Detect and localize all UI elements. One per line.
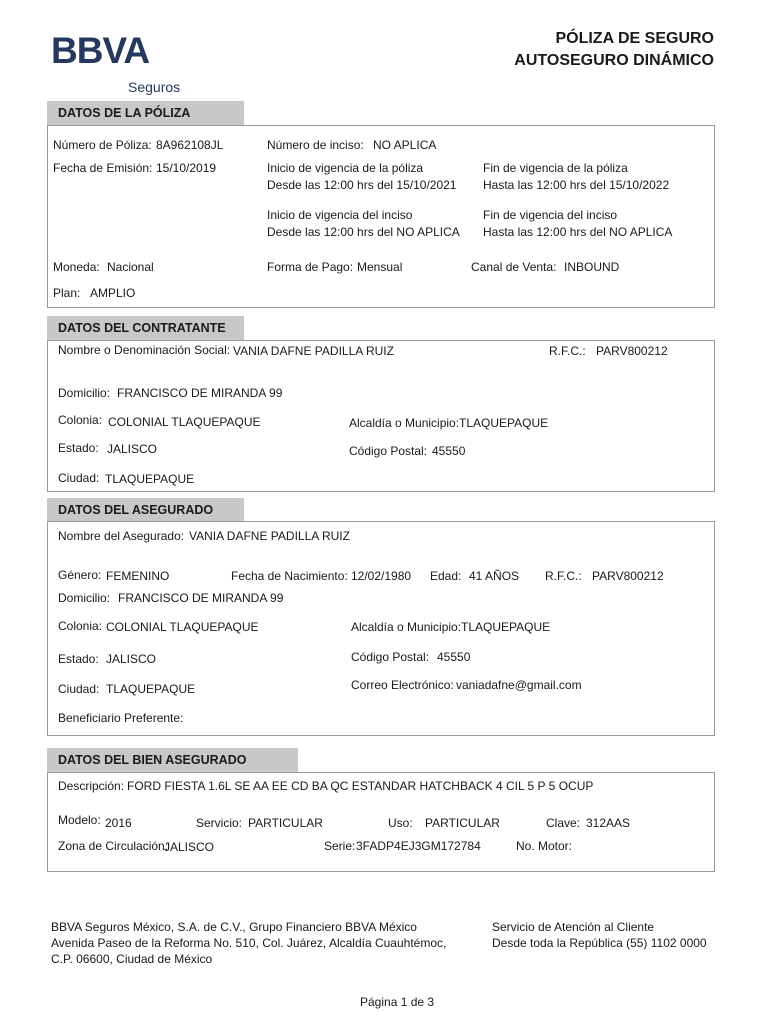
contratante-cp-label: Código Postal: (349, 444, 428, 458)
numero-inciso-label: Número de inciso: (267, 138, 364, 152)
contratante-domicilio-value: FRANCISCO DE MIRANDA 99 (117, 386, 283, 400)
bien-zona-value: JALISCO (164, 840, 215, 854)
asegurado-alcaldia-label: Alcaldía o Municipio: (351, 620, 462, 634)
bien-modelo-value: 2016 (105, 816, 132, 830)
contratante-estado-label: Estado: (58, 441, 99, 455)
plan-label: Plan: (53, 286, 81, 300)
bien-serie-value: 3FADP4EJ3GM172784 (356, 839, 481, 853)
numero-poliza-value: 8A962108JL (156, 138, 224, 152)
contratante-cp-value: 45550 (432, 444, 466, 458)
asegurado-nombre-label: Nombre del Asegurado: (58, 529, 185, 543)
bien-descripcion-value: FORD FIESTA 1.6L SE AA EE CD BA QC ESTANDAR HATCHBACK 4 CIL 5 P 5 OCUP (127, 779, 594, 793)
inicio-inciso-value: Desde las 12:00 hrs del NO APLICA (267, 225, 460, 239)
inicio-poliza-label: Inicio de vigencia de la póliza (267, 161, 424, 175)
fin-inciso-label: Fin de vigencia del inciso (483, 208, 618, 222)
asegurado-alcaldia-value: TLAQUEPAQUE (461, 620, 551, 634)
fin-poliza-value: Hasta las 12:00 hrs del 15/10/2022 (483, 178, 670, 192)
forma-pago-value: Mensual (357, 260, 403, 274)
asegurado-nacimiento-label: Fecha de Nacimiento: (231, 569, 348, 583)
inicio-poliza-value: Desde las 12:00 hrs del 15/10/2021 (267, 178, 457, 192)
asegurado-genero-value: FEMENINO (106, 569, 170, 583)
contratante-ciudad-label: Ciudad: (58, 471, 100, 485)
canal-venta-label: Canal de Venta: (471, 260, 557, 274)
contratante-ciudad-value: TLAQUEPAQUE (105, 472, 195, 486)
asegurado-cp-value: 45550 (437, 650, 471, 664)
document-title: PÓLIZA DE SEGURO (555, 30, 714, 47)
bien-zona-label: Zona de Circulación: (58, 839, 169, 853)
contratante-domicilio-label: Domicilio: (58, 386, 111, 400)
asegurado-ciudad-label: Ciudad: (58, 682, 100, 696)
contratante-alcaldia-value: TLAQUEPAQUE (459, 416, 549, 430)
contratante-colonia-value: COLONIAL TLAQUEPAQUE (108, 415, 261, 429)
fin-poliza-label: Fin de vigencia de la póliza (483, 161, 628, 175)
bien-motor-label: No. Motor: (516, 839, 573, 853)
footer-company-line1: BBVA Seguros México, S.A. de C.V., Grupo Financiero BBVA México (51, 920, 417, 934)
bien-servicio-label: Servicio: (196, 816, 243, 830)
asegurado-correo-value: vaniadafne@gmail.com (456, 678, 582, 692)
plan-value: AMPLIO (90, 286, 136, 300)
fin-inciso-value: Hasta las 12:00 hrs del NO APLICA (483, 225, 673, 239)
bbva-logo-subtitle: Seguros (128, 79, 181, 95)
asegurado-estado-label: Estado: (58, 652, 99, 666)
asegurado-edad-label: Edad: (430, 569, 462, 583)
contratante-nombre-value: VANIA DAFNE PADILLA RUIZ (233, 344, 394, 358)
footer-company-line2: Avenida Paseo de la Reforma No. 510, Col. Juárez, Alcaldía Cuauhtémoc, (51, 936, 447, 950)
document-subtitle: AUTOSEGURO DINÁMICO (514, 52, 714, 69)
numero-inciso-value: NO APLICA (373, 138, 437, 152)
contratante-rfc-value: PARV800212 (596, 344, 668, 358)
bien-uso-label: Uso: (388, 816, 413, 830)
section-header-asegurado: DATOS DEL ASEGURADO (47, 498, 244, 522)
bien-servicio-value: PARTICULAR (248, 816, 323, 830)
fecha-emision-label: Fecha de Emisión: (53, 161, 153, 175)
bbva-logo: BBVA (51, 30, 150, 71)
canal-venta-value: INBOUND (564, 260, 620, 274)
contratante-colonia-label: Colonia: (58, 413, 103, 427)
moneda-label: Moneda: (53, 260, 100, 274)
moneda-value: Nacional (107, 260, 154, 274)
contratante-estado-value: JALISCO (107, 442, 158, 456)
bien-serie-label: Serie: (324, 839, 356, 853)
asegurado-colonia-value: COLONIAL TLAQUEPAQUE (106, 620, 259, 634)
asegurado-colonia-label: Colonia: (58, 619, 103, 633)
asegurado-estado-value: JALISCO (106, 652, 157, 666)
inicio-inciso-label: Inicio de vigencia del inciso (267, 208, 413, 222)
asegurado-ciudad-value: TLAQUEPAQUE (106, 682, 196, 696)
asegurado-domicilio-label: Domicilio: (58, 591, 111, 605)
footer-service-line1: Servicio de Atención al Cliente (492, 920, 655, 934)
asegurado-domicilio-value: FRANCISCO DE MIRANDA 99 (118, 591, 284, 605)
asegurado-nacimiento-value: 12/02/1980 (351, 569, 412, 583)
bien-uso-value: PARTICULAR (425, 816, 500, 830)
asegurado-beneficiario-label: Beneficiario Preferente: (58, 711, 184, 725)
bien-clave-value: 312AAS (586, 816, 631, 830)
page-number: Página 1 de 3 (360, 995, 435, 1009)
bien-descripcion-label: Descripción: (58, 779, 125, 793)
asegurado-rfc-value: PARV800212 (592, 569, 664, 583)
bien-clave-label: Clave: (546, 816, 581, 830)
asegurado-genero-label: Género: (58, 568, 102, 582)
contratante-nombre-label: Nombre o Denominación Social: (58, 343, 231, 357)
fecha-emision-value: 15/10/2019 (156, 161, 217, 175)
footer-company-line3: C.P. 06600, Ciudad de México (51, 952, 213, 966)
asegurado-rfc-label: R.F.C.: (545, 569, 582, 583)
asegurado-edad-value: 41 AÑOS (469, 569, 520, 583)
contratante-rfc-label: R.F.C.: (549, 344, 586, 358)
asegurado-nombre-value: VANIA DAFNE PADILLA RUIZ (189, 529, 350, 543)
footer-service-line2: Desde toda la República (55) 1102 0000 (492, 936, 707, 950)
asegurado-cp-label: Código Postal: (351, 650, 430, 664)
bien-modelo-label: Modelo: (58, 813, 101, 827)
section-header-poliza: DATOS DE LA PÓLIZA (47, 101, 244, 125)
forma-pago-label: Forma de Pago: (267, 260, 354, 274)
section-header-bien: DATOS DEL BIEN ASEGURADO (47, 748, 298, 772)
asegurado-correo-label: Correo Electrónico: (351, 678, 454, 692)
numero-poliza-label: Número de Póliza: (53, 138, 152, 152)
contratante-alcaldia-label: Alcaldía o Municipio: (349, 416, 460, 430)
section-header-contratante: DATOS DEL CONTRATANTE (47, 316, 244, 340)
